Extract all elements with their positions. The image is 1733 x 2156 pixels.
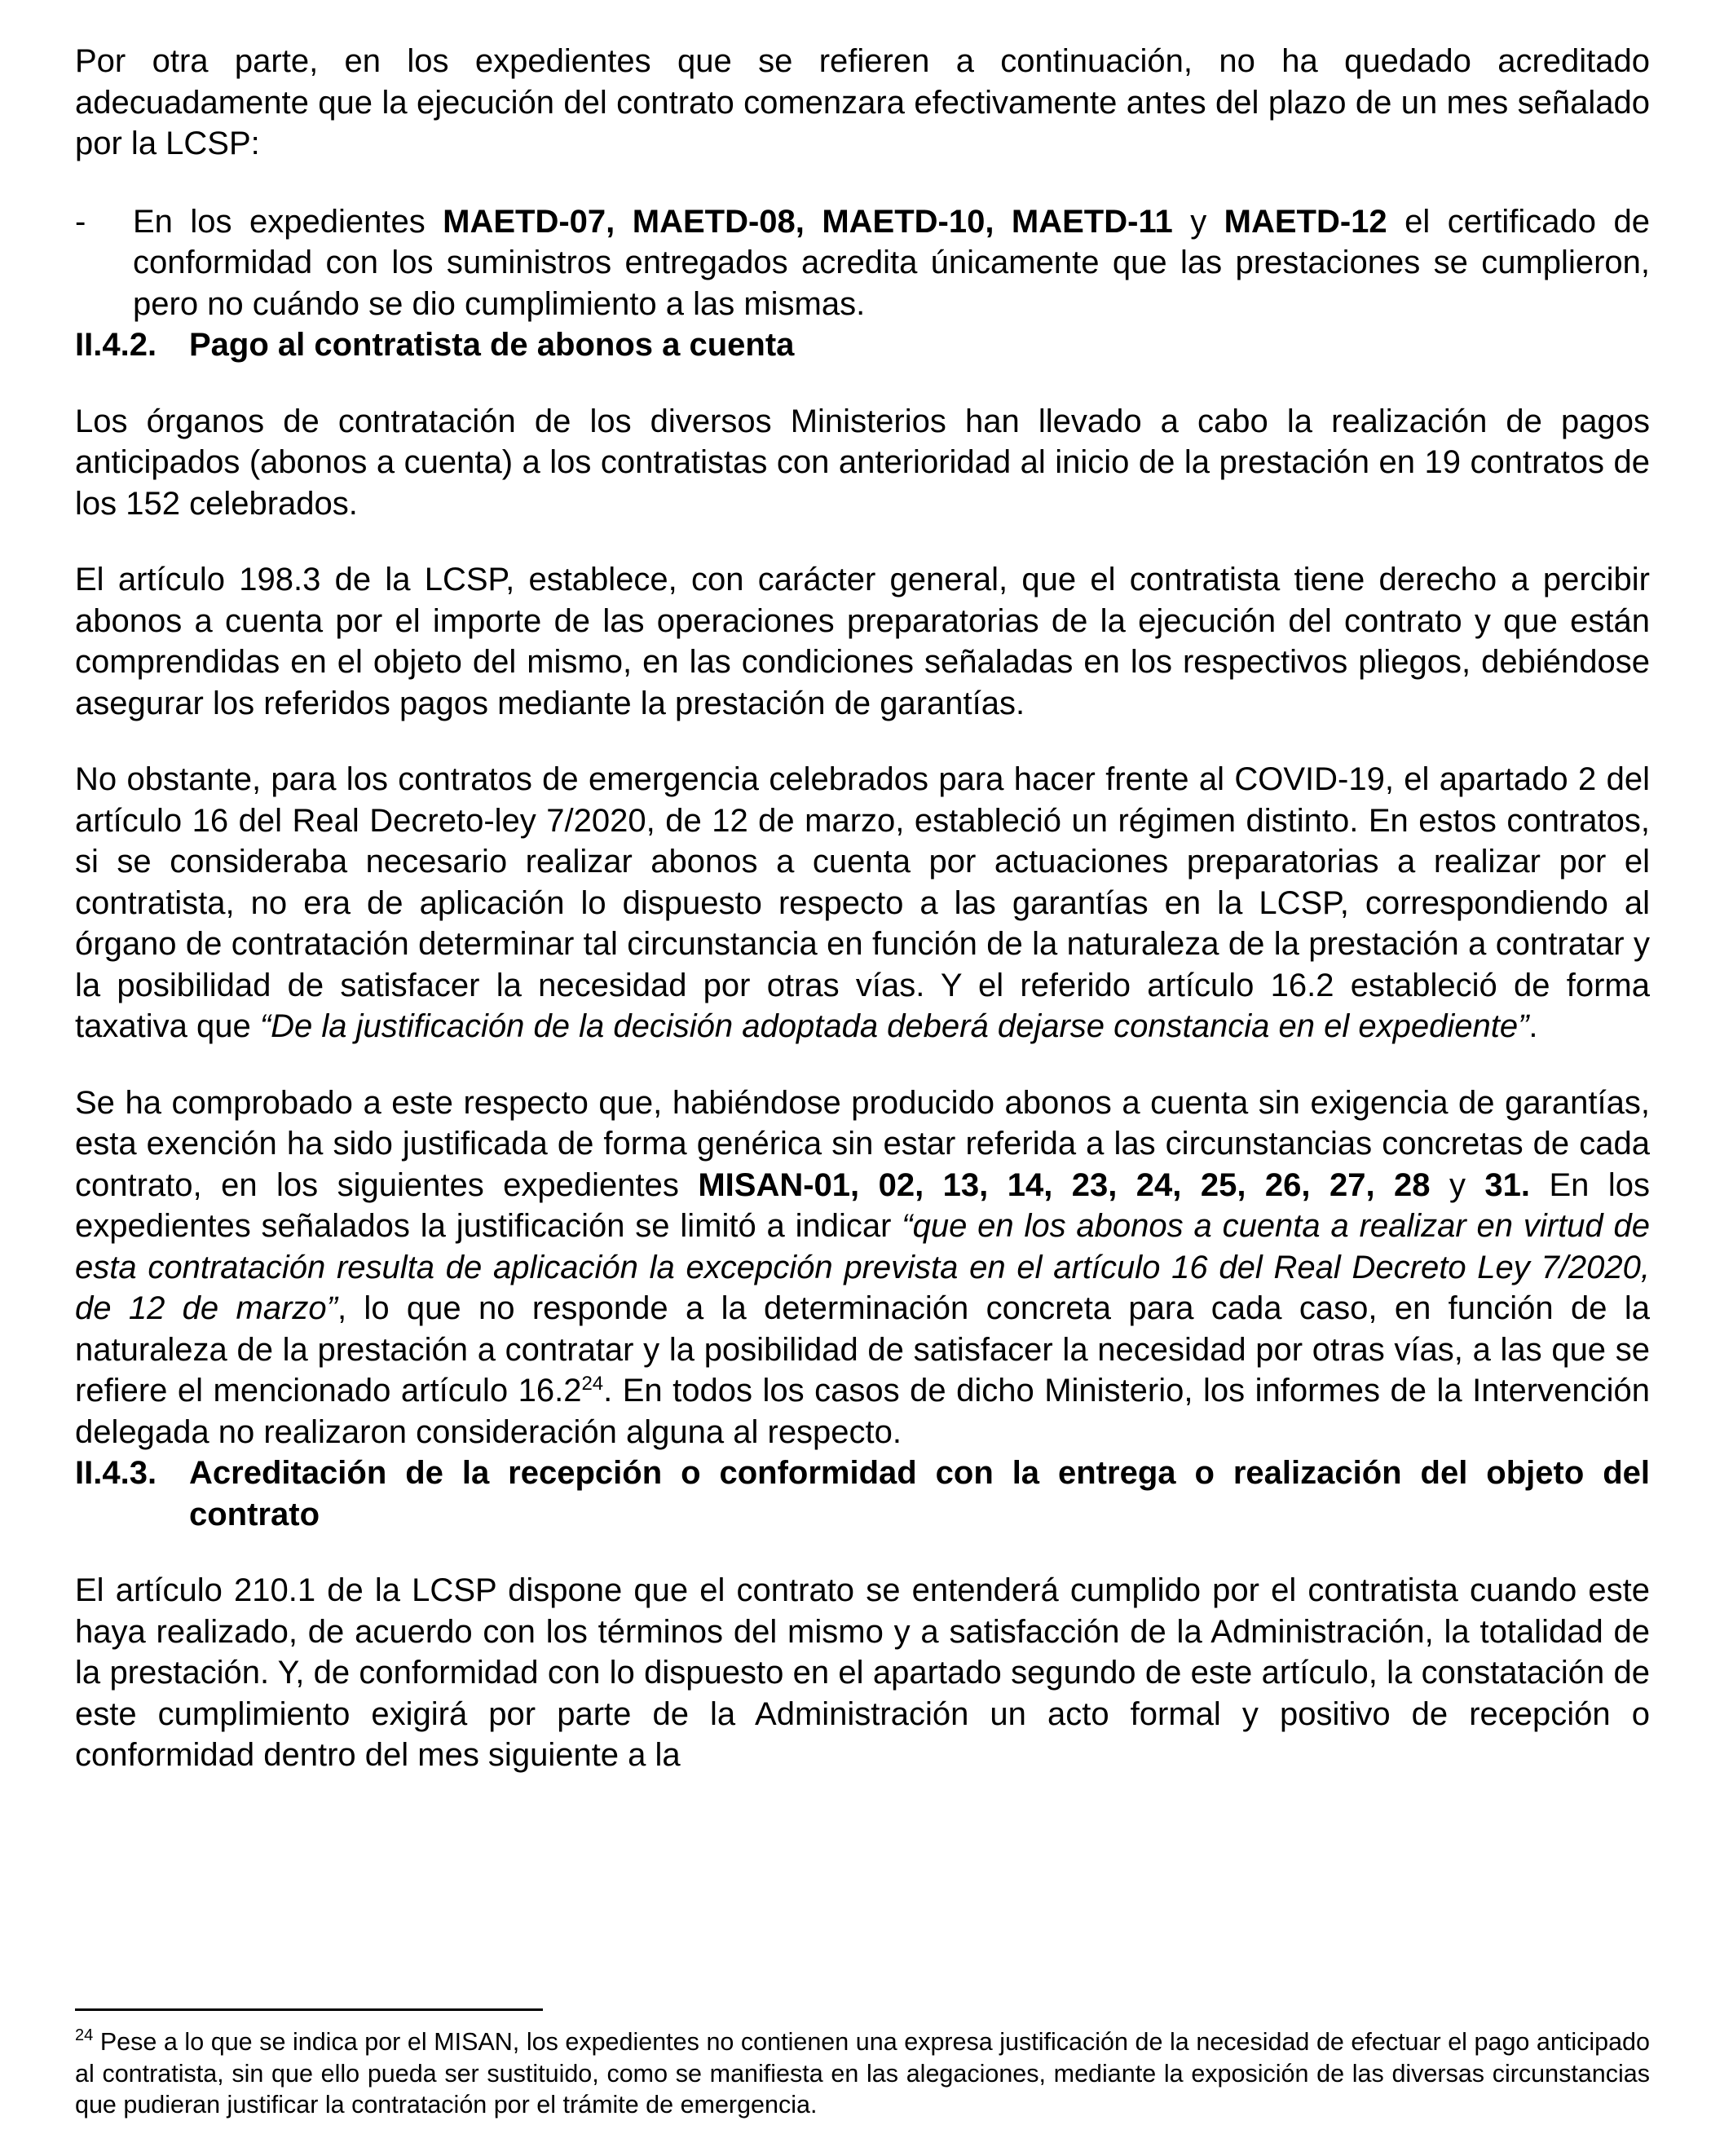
paragraph-end: . — [1528, 1008, 1538, 1044]
paragraph-articulo-198: El artículo 198.3 de la LCSP, establece, con carácter general, que el contratista tiene derecho a percibir abonos a cuenta por el importe de las operaciones preparatorias de la ejecución del contrato y que están comprendidas en el objeto del mismo, en las condiciones señaladas en los respectivos pliegos, debiéndose asegurar los referidos pagos mediante la prestación de garantías. — [75, 562, 1650, 721]
paragraph-articulo-210: El artículo 210.1 de la LCSP dispone que el contrato se entenderá cumplido por el contratista cuando este haya realizado, de acuerdo con los términos del mismo y a satisfacción de la Administración, la totalidad de la prestación. Y, de conformidad con lo dispuesto en el apartado segundo de este artículo, la constatación de este cumplimiento exigirá por parte de la Administración un acto formal y positivo de recepción o conformidad dentro del mes siguiente a la — [75, 1572, 1650, 1773]
bullet-conj: y — [1172, 203, 1224, 240]
paragraph-text-a: Se ha comprobado a este respecto que, habiéndose producido abonos a cuenta sin exigencia de garantías, esta exención ha sido justificada de forma genérica sin estar referida a las circunstancias concretas de cada contrato, en los siguientes expedientes — [75, 1084, 1650, 1203]
footnote-separator — [75, 2008, 543, 2011]
paragraph-intro: Por otra parte, en los expedientes que se refieren a continuación, no ha quedado acreditado adecuadamente que la ejecución del contrato comenzara efectivamente antes del plazo de un mes señalado por la LCSP: — [75, 43, 1650, 161]
italic-quote: “De la justificación de la decisión adoptada deberá dejarse constancia en el expediente” — [259, 1008, 1529, 1044]
bullet-item-maetd — [75, 201, 1650, 325]
misan-conj: y — [1430, 1166, 1485, 1203]
section-title: Acreditación de la recepción o conformidad con la entrega o realización del objeto del contrato — [189, 1455, 1650, 1532]
misan-code-last: 31. — [1484, 1166, 1531, 1203]
paragraph-pagos-anticipados: Los órganos de contratación de los diversos Ministerios han llevado a cabo la realización de pagos anticipados (abonos a cuenta) a los contratistas con anterioridad al inicio de la prestación en 19 contratos de los 152 celebrados. — [75, 403, 1650, 522]
section-number: II.4.2. — [75, 327, 157, 363]
paragraph-misan-garantias — [75, 1082, 1650, 1453]
bullet-codes: MAETD-07, MAETD-08, MAETD-10, MAETD-11 — [443, 203, 1173, 240]
paragraph-text-d: . En todos los casos de dicho Ministerio, los informes de la Intervención delegada no realizaron consideración alguna al respecto. — [75, 1373, 1650, 1450]
footnote-number: 24 — [75, 2026, 94, 2044]
section-title: Pago al contratista de abonos a cuenta — [189, 327, 795, 363]
footnote-reference[interactable]: 24 — [581, 1373, 604, 1395]
footnote-24 — [75, 2026, 1650, 2121]
paragraph-text: No obstante, para los contratos de emergencia celebrados para hacer frente al COVID-19, el apartado 2 del artículo 16 del Real Decreto-ley 7/2020, de 12 de marzo, estableció un régimen distinto. En estos contratos, si se consideraba necesario realizar abonos a cuenta por actuaciones preparatorias a realizar por el contratista, no era de aplicación lo dispuesto respecto a las garantías en la LCSP, correspondiendo al órgano de contratación determinar tal circunstancia en función de la naturaleza de la prestación a contratar y la posibilidad de satisfacer la necesidad por otras vías. Y el referido artículo 16.2 estableció de forma taxativa que — [75, 761, 1650, 1044]
bullet-dash: - — [75, 203, 86, 240]
document-body — [75, 41, 1650, 1776]
section-number: II.4.3. — [75, 1455, 157, 1491]
bullet-text-prefix: En los expedientes — [133, 203, 443, 240]
bullet-text-rest: el certificado de conformidad con los suministros entregados acredita únicamente que las prestaciones se cumplieron, pero no cuándo se dio cumplimiento a las mismas. — [133, 203, 1650, 322]
paragraph-covid-regimen — [75, 759, 1650, 1047]
paragraph-text-c: , lo que no responde a la determinación concreta para cada caso, en función de la naturaleza de la prestación a contratar y la posibilidad de satisfacer la necesidad por otras vías, a las que se refiere el mencionado artículo 16.2 — [75, 1290, 1650, 1409]
bullet-code-last: MAETD-12 — [1224, 203, 1387, 240]
italic-quote: “que en los abonos a cuenta a realizar en virtud de esta contratación resulta de aplicación la excepción prevista en el artículo 16 del Real Decreto Ley 7/2020, de 12 de marzo” — [75, 1208, 1650, 1326]
misan-codes: MISAN-01, 02, 13, 14, 23, 24, 25, 26, 27, 28 — [698, 1166, 1431, 1203]
paragraph-text-b: En los expedientes señalados la justificación se limitó a indicar — [75, 1166, 1650, 1244]
section-heading-ii-4-2 — [75, 324, 1650, 366]
section-heading-ii-4-3 — [75, 1453, 1650, 1535]
footnote-text: Pese a lo que se indica por el MISAN, los expedientes no contienen una expresa justificación de la necesidad de efectuar el pago anticipado al contratista, sin que ello pueda ser sustituido, como se manifiesta en las alegaciones, mediante la exposición de las diversas circunstancias que pudieran justificar la contratación por el trámite de emergencia. — [75, 2028, 1650, 2119]
